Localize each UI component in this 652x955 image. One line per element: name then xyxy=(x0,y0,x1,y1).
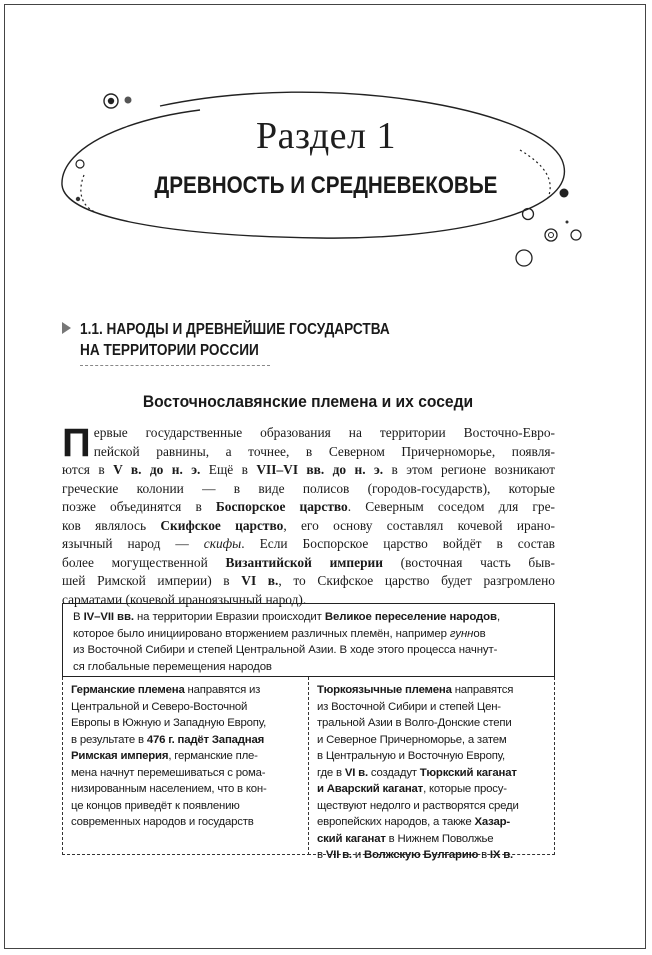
paragraph-line: позже объединятся в Боспорское царство. Северным соседом для гре- xyxy=(62,499,555,514)
box-line: Тюркоязычные племена направятся xyxy=(317,684,514,696)
box-line: в VII в. и Волжскую Булгарию в IX в. xyxy=(317,849,514,861)
box-line: Римская империя, германские пле- xyxy=(71,750,258,762)
paragraph-line: сарматами (кочевой ираноязычный народ). xyxy=(62,591,307,607)
box-line: европейских народов, а также Хазар- xyxy=(317,816,510,828)
germanic-tribes-box xyxy=(62,677,310,855)
box-line: из Восточной Сибири и степей Цен- xyxy=(317,700,501,713)
paragraph-line: шей Римской империи) в VI в., то Скифское царство будет разгромлено xyxy=(62,573,555,588)
box-line: низированным населением, что в кон- xyxy=(71,783,267,795)
box-line: которое было инициировано вторжением различных племён, например гуннов xyxy=(73,627,486,640)
subsection-heading: Восточнославянские племена и их соседи xyxy=(142,392,474,411)
box-line: мена начнут перемешиваться с рома- xyxy=(71,766,266,779)
box-line: современных народов и государств xyxy=(71,816,254,828)
paragraph-line: ются в V в. до н. э. Ещё в VII–VI вв. до н. э. в этом регионе возникают xyxy=(62,462,555,477)
chapter-heading-line1: 1.1. НАРОДЫ И ДРЕВНЕЙШИЕ ГОСУДАРСТВА xyxy=(80,321,390,338)
box-line: Центральной и Северо-Восточной xyxy=(71,700,248,713)
body-paragraph xyxy=(62,421,556,609)
paragraph-line: греческие колонии — в виде полисов (городов-государств), которые xyxy=(62,480,555,496)
chapter-underline xyxy=(80,365,270,366)
paragraph-line: пейской равнины, а точнее, в Северном Причерноморье, появля- xyxy=(93,443,555,459)
paragraph-line: язычный народ — скифы. Если Боспорское царство войдёт в состав xyxy=(62,536,555,551)
chapter-heading-line2: НА ТЕРРИТОРИИ РОССИИ xyxy=(80,342,259,359)
box-line: ся глобальные перемещения народов xyxy=(73,660,272,673)
section-subtitle: ДРЕВНОСТЬ И СРЕДНЕВЕКОВЬЕ xyxy=(154,172,498,199)
section-title: Раздел 1 xyxy=(256,115,396,157)
box-line: где в VI в. создадут Тюркский каганат xyxy=(317,766,517,779)
paragraph-line: ков являлось Скифское царство, его основу составлял кочевой ирано- xyxy=(62,517,555,533)
box-line: ществуют недолго и растворятся среди xyxy=(317,799,519,812)
box-line: тральной Азии в Волго-Донские степи xyxy=(317,717,512,729)
migration-summary-box xyxy=(62,603,555,677)
dropcap: П xyxy=(62,421,91,465)
box-line: в результате в 476 г. падёт Западная xyxy=(71,733,265,746)
triangle-marker-icon xyxy=(62,322,71,334)
box-line: и Аварский каганат, которые просу- xyxy=(317,783,507,795)
paragraph-line: ервые государственные образования на территории Восточно-Евро- xyxy=(93,425,555,440)
paragraph-line: более могущественной Византийской империи (восточная часть быв- xyxy=(62,554,556,570)
box-line: и Северное Причерноморье, а затем xyxy=(317,733,507,746)
chapter-heading xyxy=(80,319,502,361)
box-line: це концов приведёт к появлению xyxy=(71,799,240,812)
box-line: Германские племена направятся из xyxy=(71,684,261,696)
box-line: Европы в Южную и Западную Европу, xyxy=(71,717,267,729)
box-line: ский каганат в Нижнем Поволжье xyxy=(317,832,494,845)
box-line: в Центральную и Восточную Европу, xyxy=(317,750,505,762)
box-line: из Восточной Сибири и степей Центральной Азии. В ходе этого процесса начнут- xyxy=(73,644,498,656)
box-line: В IV–VII вв. на территории Евразии происходит Великое переселение народов, xyxy=(73,611,501,623)
turkic-tribes-box xyxy=(308,677,555,861)
